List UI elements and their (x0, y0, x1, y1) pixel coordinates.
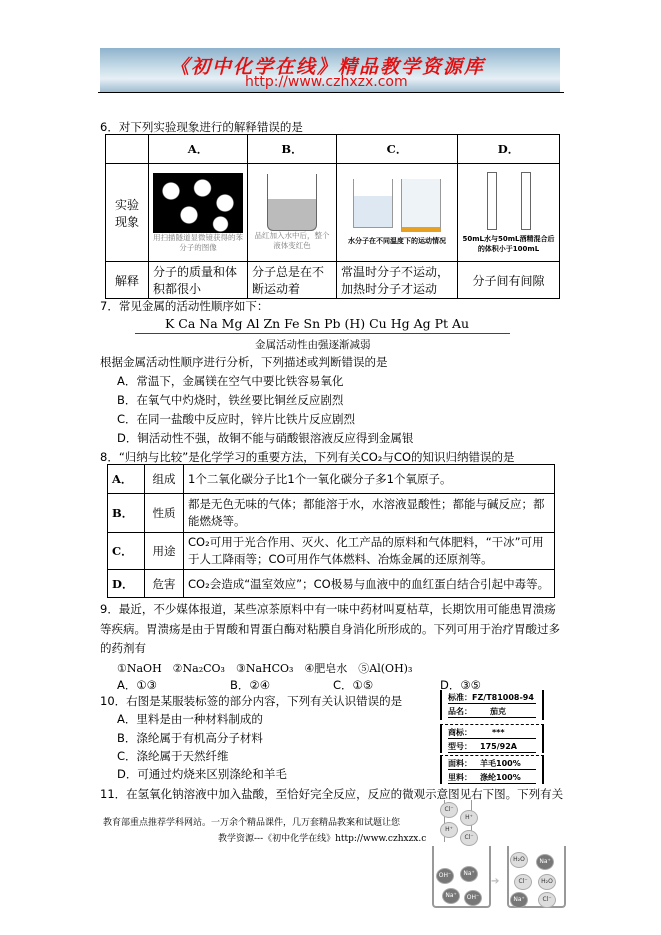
caption-b: 品红加入水中后，整个液体变红色 (254, 231, 330, 250)
q10-option-d: D．可通过灼烧来区别涤纶和羊毛 (117, 767, 287, 781)
q8-letter: A． (108, 465, 145, 494)
beaker-heated-image (401, 179, 441, 232)
explanation-c: 常温时分子不运动，加热时分子才运动 (337, 262, 458, 299)
label-value: 175/92A (480, 742, 517, 751)
q8-topic: 危害 (145, 570, 184, 598)
series-label: 金属活动性由强逐渐减弱 (255, 339, 371, 351)
beaker-image (267, 174, 317, 231)
explanation-a: 分子的质量和体积都很小 (149, 262, 248, 299)
q8-topic: 用途 (145, 533, 184, 570)
ion-hydroxide: OH⁻ (436, 868, 454, 884)
header-divider (98, 92, 564, 93)
q7-stem: 7．常见金属的活动性顺序如下： (100, 299, 269, 313)
beaker-cold-image (353, 179, 393, 228)
reaction-diagram (430, 800, 565, 910)
q7-option-c: C．在同一盐酸中反应时，锌片比铁片反应剧烈 (117, 412, 356, 426)
label-key: 商标： (448, 728, 472, 737)
q9-stem: 9．最近，不少媒体报道，某些凉茶原料中有一味中药材叫夏枯草，长期饮用可能患胃溃疡等疾病。胃溃疡是由于胃酸和胃蛋白酶对粘膜自身消化所形成的。下列可用于治疗胃酸过多的药剂有 (100, 602, 560, 655)
q8-text: 1个二氧化碳分子比1个一氧化碳分子多1个氧原子。 (184, 465, 555, 494)
q6-col-c: C． (337, 135, 458, 164)
q6-col-b: B． (248, 135, 337, 164)
ion-sodium: Na⁺ (442, 888, 460, 904)
q9-option-c: C．①⑤ (333, 678, 374, 692)
q7-option-d: D．铜活动性不强，故铜不能与硝酸银溶液反应得到金属银 (117, 431, 414, 445)
ion-water: H₂O (510, 852, 528, 868)
caption-d: 50mL水与50mL酒精混合后的体积小于100mL (462, 234, 555, 253)
q6-stem: 6．对下列实验现象进行的解释错误的是 (100, 120, 303, 134)
label-key: 标准： (448, 693, 472, 702)
footer-line-2: 教学资源---《初中化学在线》http://www.czhxzx.c (218, 834, 427, 844)
ion-sodium: Na⁺ (460, 866, 478, 882)
q10-stem: 10．右图是某服装标签的部分内容，下列有关认识错误的是 (100, 694, 403, 708)
q9-option-b: B．②④ (230, 678, 271, 692)
cylinder-image (487, 172, 497, 230)
banner-title: 《初中化学在线》精品教学资源库 (170, 56, 486, 78)
q7-question: 根据金属活动性顺序进行分析，下列描述或判断错误的是 (100, 355, 388, 369)
caption-a: 用扫描隧道显微镜获得的苯分子的图像 (153, 232, 243, 252)
ion-sodium: Na⁺ (510, 892, 528, 908)
benzene-image (153, 173, 243, 233)
q10-option-a: A．里料是由一种材料制成的 (117, 712, 263, 726)
label-key: 品名： (448, 707, 472, 716)
ion-chloride: Cl⁻ (460, 830, 478, 846)
label-key: 里料： (448, 773, 472, 782)
ion-chloride: Cl⁻ (538, 892, 556, 908)
label-value: *** (492, 728, 505, 737)
ion-water: H₂O (538, 874, 556, 890)
clothing-label-section (440, 690, 544, 720)
q8-topic: 组成 (145, 465, 184, 494)
ion-hydrogen: H⁺ (440, 822, 458, 838)
ion-chloride: Cl⁻ (440, 802, 458, 818)
q10-option-c: C．涤纶属于天然纤维 (117, 749, 229, 763)
q8-text: 都是无色无味的气体；都能溶于水，水溶液显酸性；都能与碱反应；都能燃烧等。 (184, 494, 555, 533)
ion-hydroxide: OH⁻ (464, 890, 482, 906)
q8-table (107, 464, 555, 598)
q6-table (105, 134, 560, 299)
series-arrow-line (135, 333, 510, 334)
q8-stem: 8．“归纳与比较”是化学学习的重要方法，下列有关CO₂与CO的知识归纳错误的是 (100, 450, 515, 464)
q6-col-a: A． (149, 135, 248, 164)
ion-hydrogen: H⁺ (460, 810, 478, 826)
label-value: 茄克 (490, 707, 506, 716)
q9-items: ①NaOH ②Na₂CO₃ ③NaHCO₃ ④肥皂水 ⑤Al(OH)₃ (117, 662, 413, 675)
q8-letter: D． (108, 570, 145, 598)
clothing-label-section (440, 724, 544, 753)
arrow-icon: ➔ (491, 876, 500, 887)
header-banner (100, 48, 560, 92)
cylinder-image (521, 172, 531, 230)
q7-option-a: A．常温下，金属镁在空气中要比铁容易氧化 (117, 374, 344, 388)
q8-letter: C． (108, 533, 145, 570)
clothing-label-section (440, 755, 544, 784)
q10-option-b: B．涤纶属于有机高分子材料 (117, 731, 263, 745)
q8-topic: 性质 (145, 494, 184, 533)
explanation-b: 分子总是在不断运动着 (248, 262, 337, 299)
q6-row-label-phenomenon: 实验现象 (106, 164, 149, 262)
metal-activity-series: K Ca Na Mg Al Zn Fe Sn Pb (H) Cu Hg Ag Pt Au (165, 316, 470, 331)
label-value: FZ/T81008-94 (472, 693, 534, 702)
q7-option-b: B．在氧气中灼烧时，铁丝要比铜丝反应剧烈 (117, 393, 344, 407)
caption-c: 水分子在不同温度下的运动情况 (348, 237, 446, 245)
q6-row-label-explanation: 解释 (106, 262, 149, 299)
label-value: 羊毛100% (480, 759, 521, 768)
q11-stem: 11．在氢氧化钠溶液中加入盐酸，至恰好完全反应，反应的微观示意图见右下图。下列有关 (100, 787, 564, 801)
ion-chloride: Cl⁻ (514, 874, 532, 890)
label-key: 面料： (448, 759, 472, 768)
ion-sodium: Na⁺ (536, 854, 554, 870)
q8-letter: B． (108, 494, 145, 533)
q6-col-d: D． (458, 135, 560, 164)
q8-text: CO₂会造成“温室效应”；CO极易与血液中的血红蛋白结合引起中毒等。 (184, 570, 555, 598)
q9-option-a: A．①③ (117, 678, 157, 692)
banner-url: http://www.czhxzx.com (245, 74, 408, 90)
footer-line-1: 教育部重点推荐学科网站。一万余个精品课件，几万套精品教案和试题让您 (103, 818, 401, 828)
q8-text: CO₂可用于光合作用、灭火、化工产品的原料和气体肥料，“干冰”可用于人工降雨等；CO可用作气体燃料、冶炼金属的还原剂等。 (184, 533, 555, 570)
explanation-d: 分子间有间隙 (458, 262, 560, 299)
label-value: 涤纶100% (480, 773, 521, 782)
q9-option-d: D．③⑤ (440, 678, 481, 692)
label-key: 型号： (448, 742, 472, 751)
